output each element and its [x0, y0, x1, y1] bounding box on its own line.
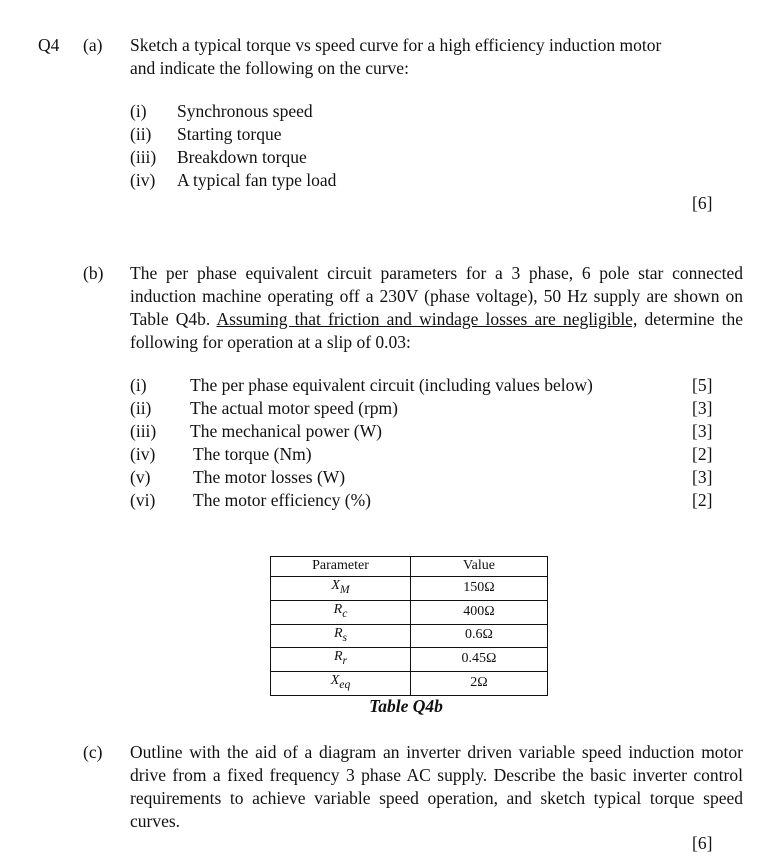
- param-subscript: c: [342, 606, 348, 620]
- param-symbol: X: [330, 673, 340, 689]
- param-symbol: R: [333, 625, 343, 641]
- param-symbol: R: [333, 649, 343, 665]
- list-item: [130, 466, 730, 489]
- item-number: (vi): [130, 490, 156, 510]
- item-text: The motor efficiency (%): [193, 490, 371, 510]
- item-number: (ii): [130, 124, 152, 144]
- table-row: [271, 624, 548, 648]
- item-number: (iii): [130, 147, 157, 167]
- item-text: A typical fan type load: [177, 170, 337, 190]
- list-item: [130, 397, 730, 420]
- column-header-parameter: Parameter: [271, 557, 411, 577]
- param-cell: [271, 577, 411, 601]
- table-row: [271, 577, 548, 601]
- part-a-label: (a): [83, 35, 103, 55]
- item-marks: [5]: [692, 375, 713, 395]
- param-subscript: s: [342, 630, 348, 644]
- part-b-text-end: determine the following for operation at a slip of 0.03:: [130, 309, 743, 352]
- value-cell: 0.6Ω: [411, 624, 548, 648]
- table-row: [271, 600, 548, 624]
- value-cell: 0.45Ω: [411, 648, 548, 672]
- item-number: (iv): [130, 444, 156, 464]
- item-marks: [2]: [692, 490, 713, 510]
- item-text: The per phase equivalent circuit (including values below): [190, 375, 593, 395]
- table-row: [271, 672, 548, 696]
- item-marks: [2]: [692, 444, 713, 464]
- part-a-marks: [6]: [692, 193, 713, 213]
- list-item: [130, 123, 530, 146]
- item-marks: [3]: [692, 421, 713, 441]
- value-cell: 150Ω: [411, 577, 548, 601]
- param-cell: [271, 672, 411, 696]
- item-number: (i): [130, 101, 147, 121]
- item-text: Starting torque: [177, 124, 282, 144]
- item-number: (i): [130, 375, 147, 395]
- part-b-text-underlined: Assuming that friction and windage losses are negligible,: [216, 309, 638, 329]
- param-cell: [271, 624, 411, 648]
- param-cell: [271, 648, 411, 672]
- item-text: The mechanical power (W): [190, 421, 382, 441]
- item-number: (iii): [130, 421, 157, 441]
- list-item: [130, 169, 530, 192]
- item-text: The actual motor speed (rpm): [190, 398, 398, 418]
- item-text: The torque (Nm): [193, 444, 312, 464]
- list-item: [130, 100, 530, 123]
- item-number: (v): [130, 467, 151, 487]
- question-number: Q4: [38, 35, 60, 55]
- part-a-text-line2: and indicate the following on the curve:: [130, 58, 409, 78]
- param-symbol: X: [331, 578, 340, 593]
- part-a-text-line1: Sketch a typical torque vs speed curve for a high efficiency induction motor: [130, 35, 662, 55]
- item-text: Breakdown torque: [177, 147, 307, 167]
- list-item: [130, 374, 730, 397]
- part-c-marks: [6]: [692, 833, 713, 853]
- list-item: [130, 146, 530, 169]
- param-cell: [271, 600, 411, 624]
- item-marks: [3]: [692, 398, 713, 418]
- param-symbol: R: [333, 601, 343, 617]
- table-row: [271, 648, 548, 672]
- param-subscript: eq: [339, 677, 351, 691]
- item-number: (ii): [130, 398, 152, 418]
- item-number: (iv): [130, 170, 156, 190]
- item-text: The motor losses (W): [193, 467, 346, 487]
- part-c-label: (c): [83, 742, 103, 762]
- value-cell: 2Ω: [411, 672, 548, 696]
- param-subscript: r: [342, 654, 348, 668]
- part-b-text: [130, 262, 743, 354]
- table-caption: Table Q4b: [369, 696, 443, 716]
- param-subscript: M: [339, 582, 350, 596]
- parameter-table: [270, 556, 548, 696]
- item-marks: [3]: [692, 467, 713, 487]
- list-item: [130, 420, 730, 443]
- list-item: [130, 489, 730, 512]
- item-text: Synchronous speed: [177, 101, 313, 121]
- part-c-text: Outline with the aid of a diagram an inverter driven variable speed induction motor drive from a fixed frequency 3 phase AC supply. Describe the basic inverter control requirements to achieve variable speed operation, and sketch typical torque speed curves.: [130, 742, 743, 831]
- part-b-text-main: The per phase equivalent circuit parameters for a 3 phase, 6 pole star connected induction machine operating off a 230V (phase voltage), 50 Hz supply are shown on Table Q4b.: [130, 263, 743, 329]
- list-item: [130, 443, 730, 466]
- column-header-value: Value: [411, 557, 548, 577]
- part-b-label: (b): [83, 263, 104, 283]
- value-cell: 400Ω: [411, 600, 548, 624]
- table-header-row: [271, 557, 548, 577]
